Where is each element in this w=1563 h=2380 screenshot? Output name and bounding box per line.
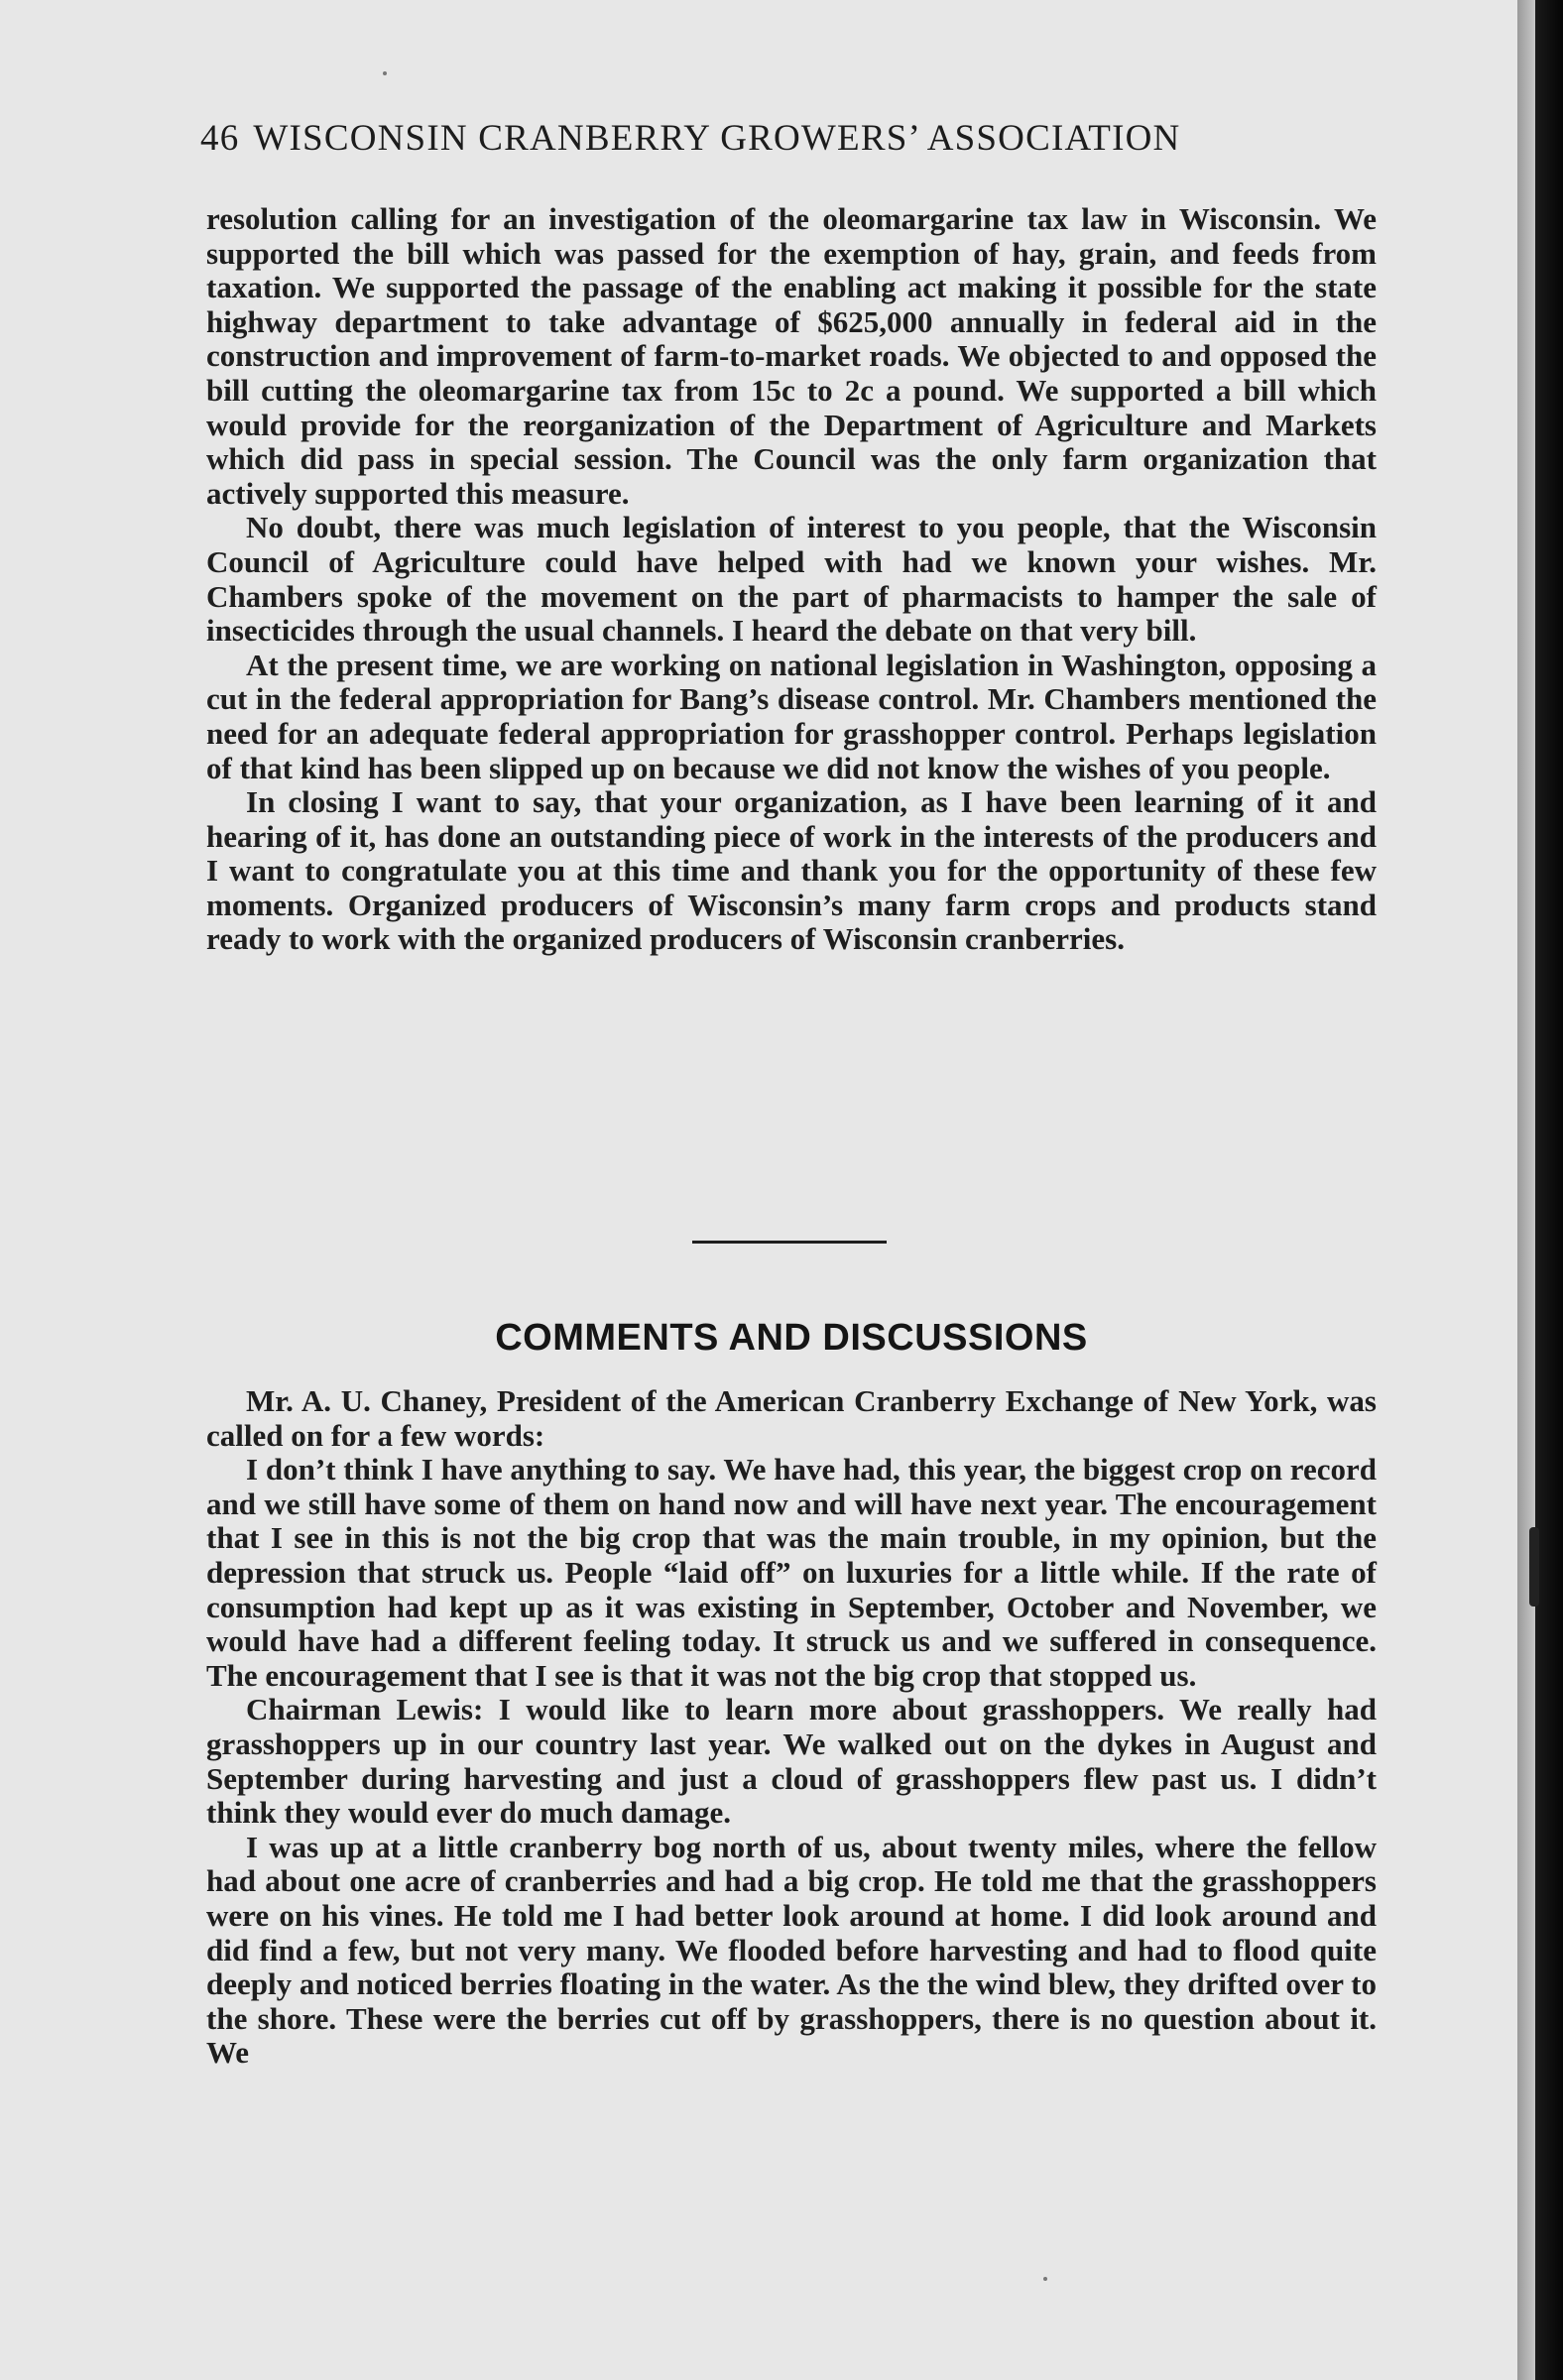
running-header [200, 117, 1371, 160]
binding-mark [1529, 1527, 1539, 1606]
text-block-bottom [206, 1384, 1377, 2071]
book-binding-edge [1535, 0, 1563, 2380]
paragraph: No doubt, there was much legislation of interest to you people, that the Wisconsin Council of Agriculture could have helped with had we known your wishes. Mr. Chambers spoke of the movement on the part of pharmacists to hamper the sale of insecticides through the usual channels. I heard the debate on that very bill. [206, 510, 1377, 649]
paper-speck [1043, 2277, 1047, 2281]
section-heading: COMMENTS AND DISCUSSIONS [495, 1317, 1088, 1359]
section-divider-rule [692, 1241, 887, 1244]
text-block-top [206, 202, 1377, 957]
paragraph: resolution calling for an investigation of the oleomargarine tax law in Wisconsin. We supported the bill which was passed for the exemption of hay, grain, and feeds from taxation. We supported the passage of the enabling act making it possible for the state highway department to take advantage of $625,000 annually in federal aid in the construction and improvement of farm-to-market roads. We objected to and opposed the bill cutting the oleomargarine tax from 15c to 2c a pound. We supported a bill which would provide for the reorganization of the Department of Agriculture and Markets which did pass in special session. The Council was the only farm organization that actively supported this measure. [206, 201, 1377, 511]
paragraph: Mr. A. U. Chaney, President of the American Cranberry Exchange of New York, was called on for a few words: [206, 1383, 1377, 1453]
paragraph: At the present time, we are working on national legislation in Washington, opposing a cut in the federal appropriation for Bang’s disease control. Mr. Chambers mentioned the need for an adequate federal appropriation for grasshopper control. Perhaps legislation of that kind has been slipped up on because we did not know the wishes of you people. [206, 647, 1377, 785]
paragraph: I was up at a little cranberry bog north of us, about twenty miles, where the fellow had about one acre of cranberries and had a big crop. He told me that the grasshoppers were on his vines. He told me I had better look around at home. I did look around and did find a few, but not very many. We flooded before harvesting and had to flood quite deeply and noticed berries floating in the water. As the the wind blew, they drifted over to the shore. These were the berries cut off by grasshoppers, there is no question about it. We [206, 1829, 1377, 2071]
paragraph: Chairman Lewis: I would like to learn more about grasshoppers. We really had grasshoppers up in our country last year. We walked out on the dykes in August and September during harvesting and just a cloud of grasshoppers flew past us. I didn’t think they would ever do much damage. [206, 1692, 1377, 1831]
page-edge-shadow [1517, 0, 1535, 2380]
paragraph: I don’t think I have anything to say. We have had, this year, the biggest crop on record and we still have some of them on hand now and will have next year. The encouragement that I see in this is not the big crop that was the main trouble, in my opinion, but the depression that struck us. People “laid off” on luxuries for a little while. If the rate of consumption had kept up as it was existing in September, October and November, we would have had a different feeling today. It struck us and we suffered in consequence. The encouragement that I see is that it was not the big crop that stopped us. [206, 1452, 1377, 1693]
paragraph: In closing I want to say, that your organization, as I have been learning of it and hearing of it, has done an outstanding piece of work in the interests of the producers and I want to congratulate you at this time and thank you for the opportunity of these few moments. Organized producers of Wisconsin’s many farm crops and products stand ready to work with the organized producers of Wisconsin cranberries. [206, 784, 1377, 957]
paper-speck [383, 71, 387, 75]
page-number: 46 [200, 118, 240, 159]
running-title: WISCONSIN CRANBERRY GROWERS’ ASSOCIATION [253, 118, 1181, 159]
